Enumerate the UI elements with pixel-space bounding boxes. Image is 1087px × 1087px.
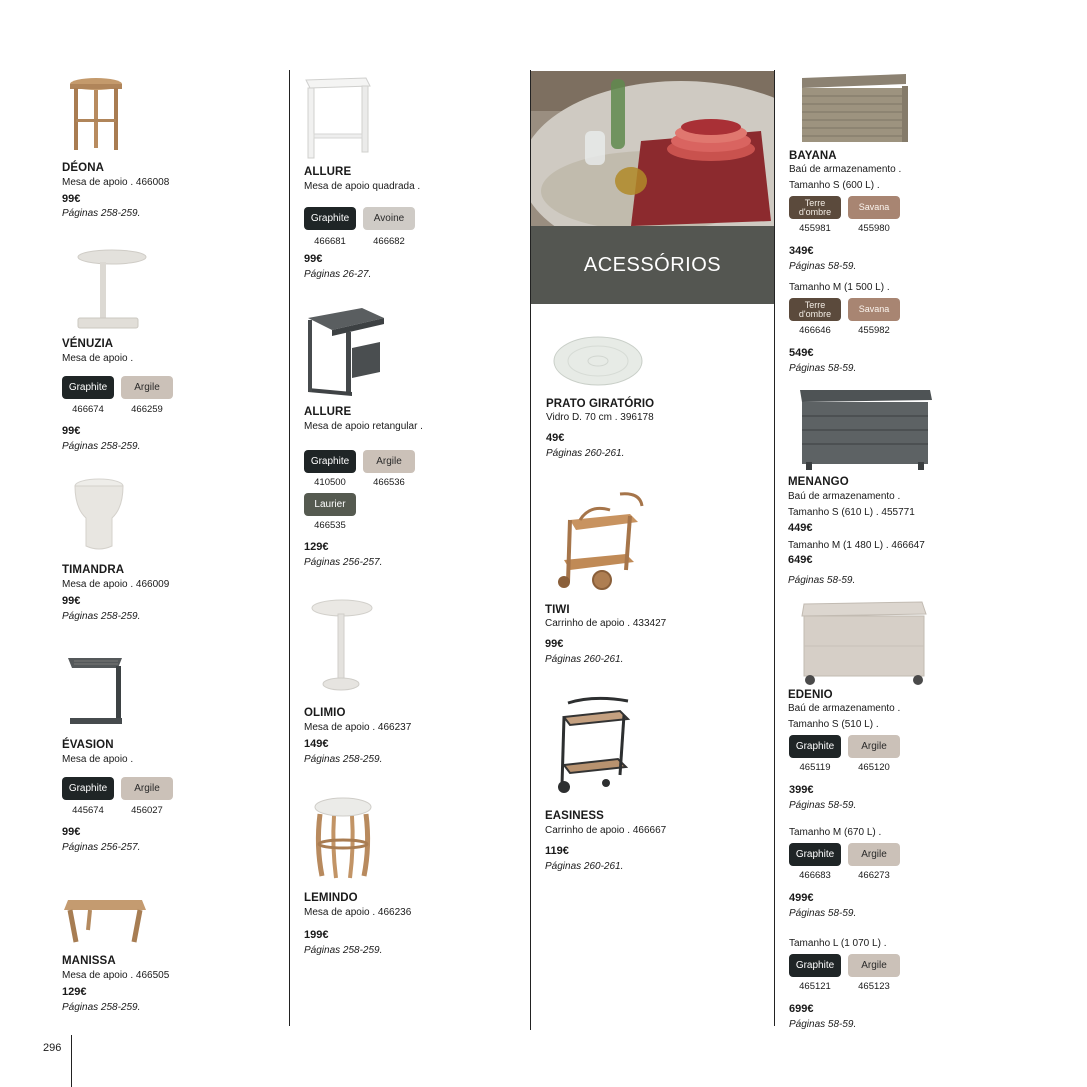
menango-desc: Baú de armazenamento . (788, 491, 901, 502)
venuzia-price: 99€ (62, 425, 81, 437)
deona-name: DÉONA (62, 162, 105, 174)
allure-rect-color-argile[interactable]: Argile (363, 450, 415, 473)
accessories-photo (531, 71, 774, 226)
edenio-l-price: 699€ (789, 1003, 814, 1015)
manissa-name: MANISSA (62, 955, 116, 967)
bayana-s-color-terre[interactable]: Terre d'ombre (789, 196, 841, 219)
bayana-m-color-terre[interactable]: Terre d'ombre (789, 298, 841, 321)
allure-square-color-avoine[interactable]: Avoine (363, 207, 415, 230)
edenio-m-color-argile[interactable]: Argile (848, 843, 900, 866)
edenio-l-color-graphite[interactable]: Graphite (789, 954, 841, 977)
edenio-size-m: Tamanho M (670 L) . (789, 827, 882, 838)
bayana-desc: Baú de armazenamento . (789, 164, 902, 175)
olimio-name: OLIMIO (304, 707, 346, 719)
page-number-divider (71, 1035, 72, 1087)
easiness-price: 119€ (545, 845, 569, 857)
allure-rect-price: 129€ (304, 541, 329, 553)
allure-square-pages: Páginas 26-27. (304, 269, 372, 280)
menango-size-m: Tamanho M (1 480 L) . 466647 (788, 540, 925, 551)
edenio-s-code: 465119 (799, 762, 831, 773)
allure-rect-pages: Páginas 256-257. (304, 557, 383, 568)
allure-rect-name: ALLURE (304, 406, 352, 418)
edenio-l-code: 465121 (799, 981, 831, 992)
deona-image (64, 75, 128, 153)
column-divider (774, 70, 775, 1026)
prato-image (552, 334, 644, 388)
section-title: ACESSÓRIOS (531, 226, 774, 304)
lemindo-price: 199€ (304, 929, 329, 941)
tiwi-desc: Carrinho de apoio . 433427 (545, 618, 667, 629)
edenio-s-code: 465120 (858, 762, 890, 773)
edenio-m-pages: Páginas 58-59. (789, 908, 857, 919)
column-divider (289, 70, 290, 1026)
olimio-price: 149€ (304, 738, 329, 750)
olimio-pages: Páginas 258-259. (304, 754, 383, 765)
easiness-pages: Páginas 260-261. (545, 861, 624, 872)
evasion-name: ÉVASION (62, 739, 114, 751)
bayana-m-code: 466646 (799, 325, 831, 336)
bayana-image (798, 72, 910, 148)
prato-name: PRATO GIRATÓRIO (546, 398, 655, 410)
venuzia-desc: Mesa de apoio . (62, 353, 134, 364)
manissa-pages: Páginas 258-259. (62, 1002, 141, 1013)
prato-pages: Páginas 260-261. (546, 448, 625, 459)
edenio-l-color-argile[interactable]: Argile (848, 954, 900, 977)
easiness-name: EASINESS (545, 810, 604, 822)
allure-rect-desc: Mesa de apoio retangular . (304, 421, 423, 432)
manissa-price: 129€ (62, 986, 87, 998)
bayana-name: BAYANA (789, 150, 837, 162)
edenio-s-color-graphite[interactable]: Graphite (789, 735, 841, 758)
venuzia-pages: Páginas 258-259. (62, 441, 141, 452)
bayana-s-price: 349€ (789, 245, 814, 257)
menango-size-s: Tamanho S (610 L) . 455771 (788, 507, 915, 518)
bayana-size-m: Tamanho M (1 500 L) . (789, 282, 890, 293)
evasion-code: 456027 (131, 805, 163, 816)
evasion-color-argile[interactable]: Argile (121, 777, 173, 800)
bayana-m-price: 549€ (789, 347, 814, 359)
menango-m-price: 649€ (788, 554, 813, 566)
menango-name: MENANGO (788, 476, 849, 488)
edenio-size-s: Tamanho S (510 L) . (788, 719, 879, 730)
bayana-s-code: 455981 (799, 223, 831, 234)
menango-image (798, 386, 934, 472)
lemindo-image (312, 796, 374, 880)
edenio-name: EDENIO (788, 689, 833, 701)
timandra-image (72, 478, 126, 552)
allure-square-image (302, 74, 374, 162)
evasion-image (66, 652, 126, 728)
edenio-size-l: Tamanho L (1 070 L) . (789, 938, 887, 949)
allure-square-code: 466682 (373, 236, 405, 247)
deona-pages: Páginas 258-259. (62, 208, 141, 219)
prato-desc: Vidro D. 70 cm . 396178 (546, 412, 654, 423)
edenio-s-price: 399€ (789, 784, 814, 796)
timandra-price: 99€ (62, 595, 81, 607)
edenio-m-price: 499€ (789, 892, 814, 904)
lemindo-pages: Páginas 258-259. (304, 945, 383, 956)
manissa-image (62, 890, 148, 946)
allure-rect-color-graphite[interactable]: Graphite (304, 450, 356, 473)
bayana-m-color-savana[interactable]: Savana (848, 298, 900, 321)
allure-rect-code: 410500 (314, 477, 346, 488)
timandra-desc: Mesa de apoio . 466009 (62, 579, 170, 590)
evasion-pages: Páginas 256-257. (62, 842, 141, 853)
allure-rect-image (304, 306, 386, 396)
allure-square-name: ALLURE (304, 166, 352, 178)
edenio-m-code: 466273 (858, 870, 890, 881)
tiwi-pages: Páginas 260-261. (545, 654, 624, 665)
menango-s-price: 449€ (788, 522, 813, 534)
edenio-image (798, 598, 930, 688)
allure-square-code: 466681 (314, 236, 346, 247)
deona-desc: Mesa de apoio . 466008 (62, 177, 170, 188)
page-number: 296 (43, 1042, 62, 1054)
lemindo-name: LEMINDO (304, 892, 358, 904)
allure-square-price: 99€ (304, 253, 323, 265)
prato-price: 49€ (546, 432, 565, 444)
easiness-image (554, 695, 632, 795)
bayana-m-pages: Páginas 58-59. (789, 363, 857, 374)
evasion-price: 99€ (62, 826, 81, 838)
venuzia-color-graphite[interactable]: Graphite (62, 376, 114, 399)
bayana-s-code: 455980 (858, 223, 890, 234)
venuzia-name: VÉNUZIA (62, 338, 114, 350)
bayana-s-pages: Páginas 58-59. (789, 261, 857, 272)
venuzia-image (72, 248, 148, 334)
venuzia-code: 466674 (72, 404, 104, 415)
allure-square-color-graphite[interactable]: Graphite (304, 207, 356, 230)
edenio-desc: Baú de armazenamento . (788, 703, 901, 714)
deona-price: 99€ (62, 193, 81, 205)
olimio-desc: Mesa de apoio . 466237 (304, 722, 412, 733)
bayana-s-color-savana[interactable]: Savana (848, 196, 900, 219)
edenio-s-pages: Páginas 58-59. (789, 800, 857, 811)
menango-pages: Páginas 58-59. (788, 575, 856, 586)
venuzia-color-argile[interactable]: Argile (121, 376, 173, 399)
edenio-s-color-argile[interactable]: Argile (848, 735, 900, 758)
tiwi-image (550, 490, 646, 592)
allure-rect-color-laurier[interactable]: Laurier (304, 493, 356, 516)
timandra-pages: Páginas 258-259. (62, 611, 141, 622)
bayana-size-s: Tamanho S (600 L) . (789, 180, 880, 191)
edenio-l-code: 465123 (858, 981, 890, 992)
tiwi-price: 99€ (545, 638, 564, 650)
edenio-m-code: 466683 (799, 870, 831, 881)
tiwi-name: TIWI (545, 604, 570, 616)
edenio-m-color-graphite[interactable]: Graphite (789, 843, 841, 866)
olimio-image (310, 598, 374, 694)
manissa-desc: Mesa de apoio . 466505 (62, 970, 170, 981)
allure-rect-code: 466535 (314, 520, 346, 531)
evasion-color-graphite[interactable]: Graphite (62, 777, 114, 800)
bayana-m-code: 455982 (858, 325, 890, 336)
venuzia-code: 466259 (131, 404, 163, 415)
evasion-desc: Mesa de apoio . (62, 754, 134, 765)
timandra-name: TIMANDRA (62, 564, 125, 576)
edenio-l-pages: Páginas 58-59. (789, 1019, 857, 1030)
evasion-code: 445674 (72, 805, 104, 816)
allure-square-desc: Mesa de apoio quadrada . (304, 181, 421, 192)
lemindo-desc: Mesa de apoio . 466236 (304, 907, 412, 918)
allure-rect-code: 466536 (373, 477, 405, 488)
easiness-desc: Carrinho de apoio . 466667 (545, 825, 667, 836)
